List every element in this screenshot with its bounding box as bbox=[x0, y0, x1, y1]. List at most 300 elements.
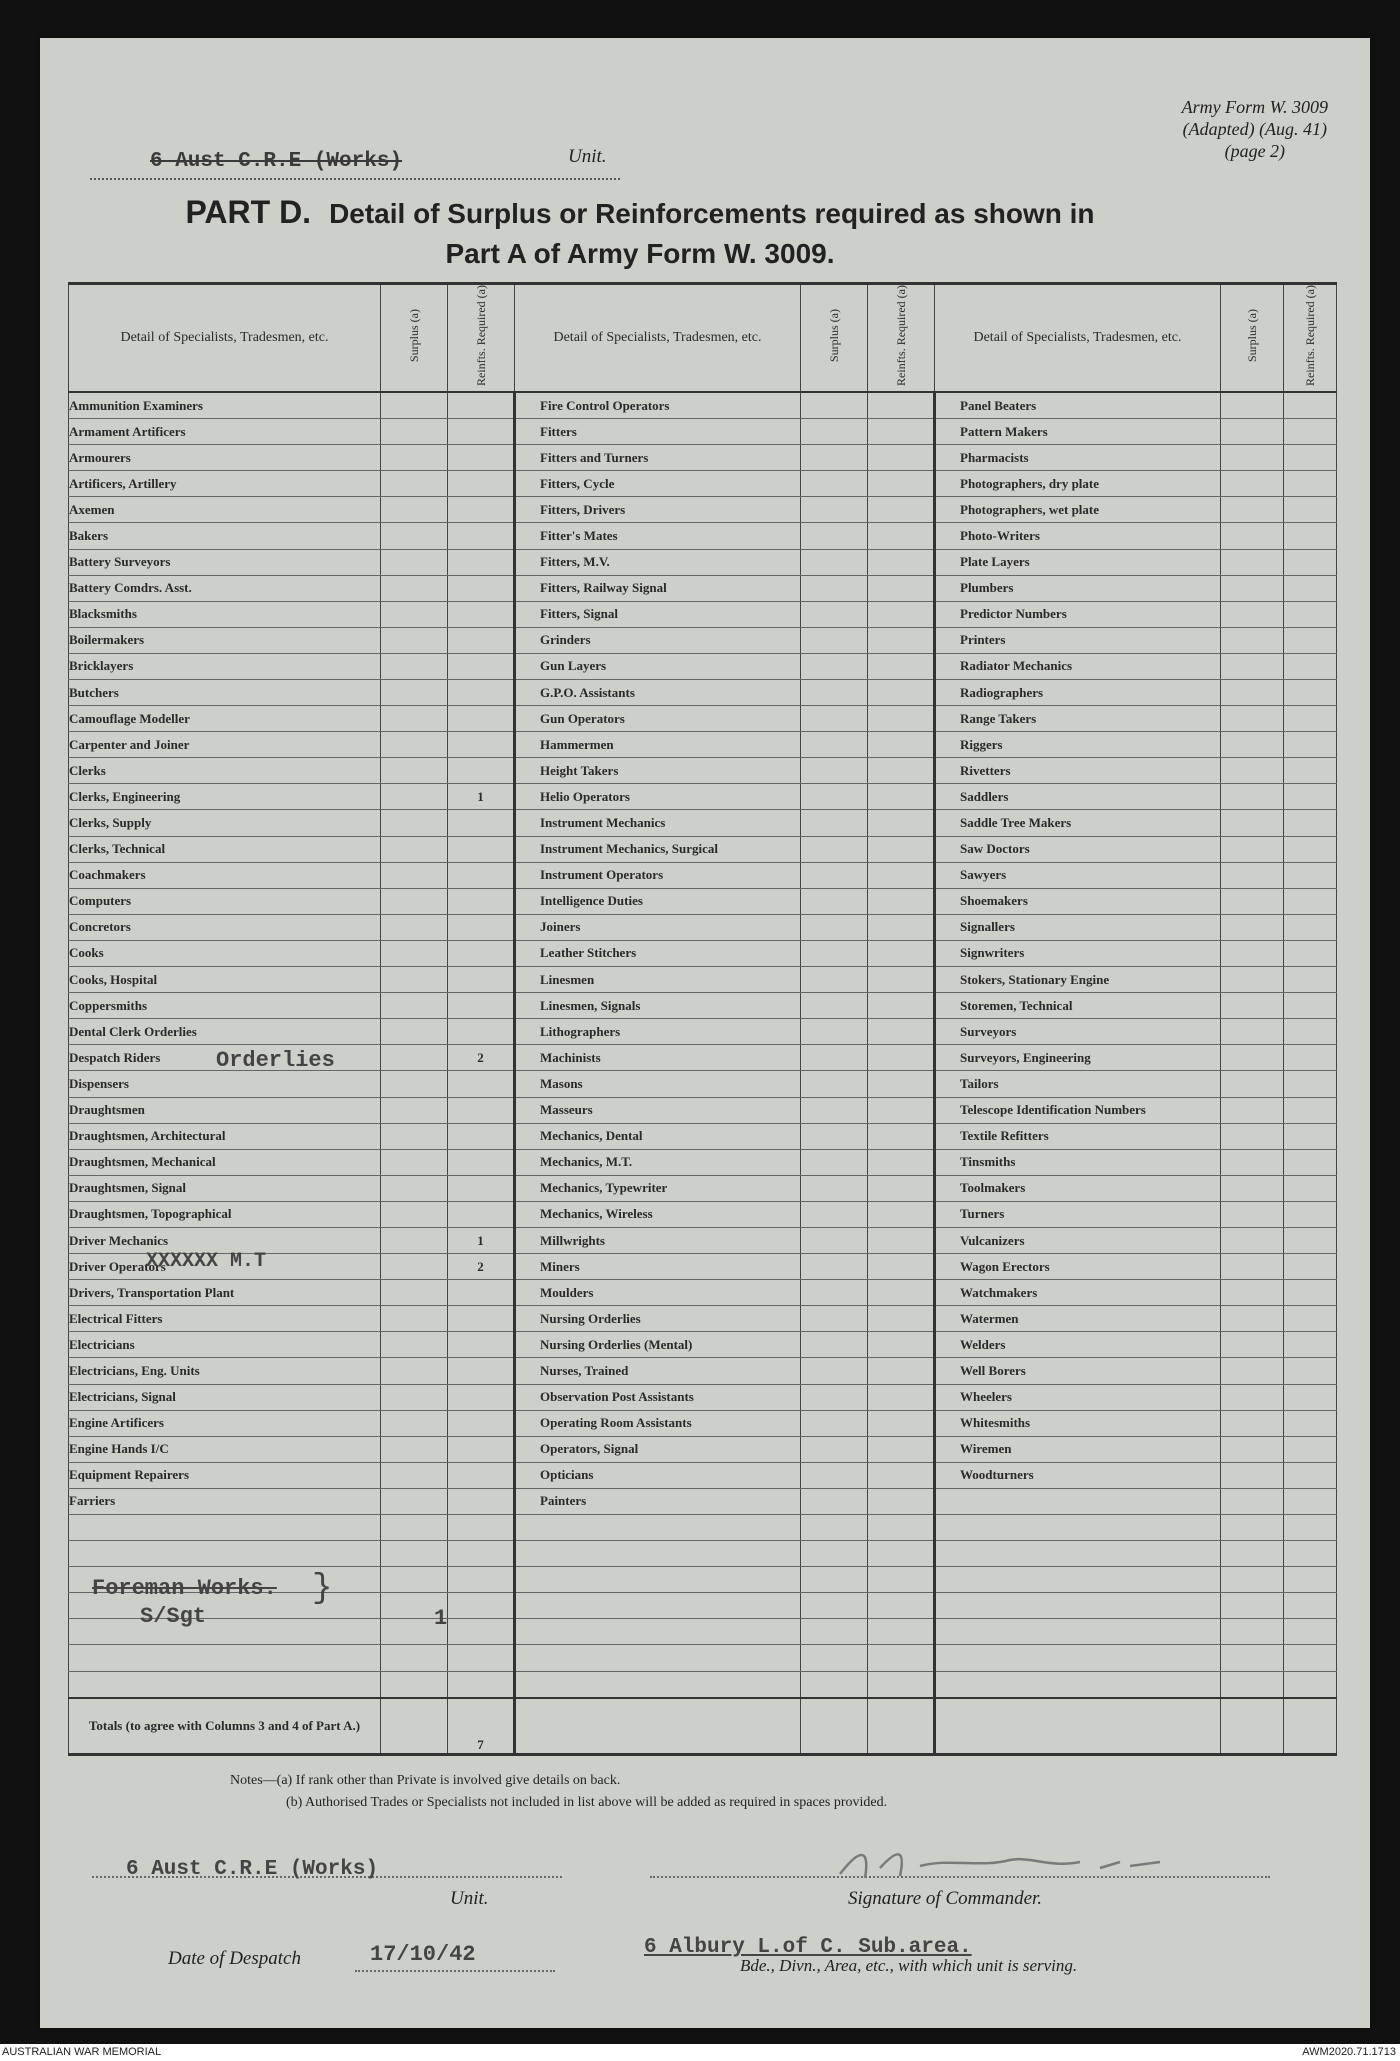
surplus-cell bbox=[801, 1358, 868, 1384]
surplus-cell bbox=[1221, 419, 1284, 445]
surplus-cell bbox=[801, 1280, 868, 1306]
table-row bbox=[69, 523, 1337, 549]
reinfts-cell bbox=[868, 940, 935, 966]
specialist-name: Clerks bbox=[69, 758, 381, 784]
surplus-cell bbox=[381, 1488, 448, 1514]
reinfts-cell bbox=[448, 653, 515, 679]
specialist-name: Photographers, wet plate bbox=[935, 497, 1221, 523]
reinfts-cell bbox=[448, 1280, 515, 1306]
surplus-cell bbox=[801, 1201, 868, 1227]
table-row bbox=[69, 758, 1337, 784]
heading-line1: Detail of Surplus or Reinforcements required as shown in bbox=[329, 198, 1095, 229]
surplus-cell bbox=[381, 1462, 448, 1488]
surplus-cell bbox=[381, 1071, 448, 1097]
surplus-cell bbox=[801, 1254, 868, 1280]
surplus-cell bbox=[381, 653, 448, 679]
specialist-name: Saddlers bbox=[935, 784, 1221, 810]
specialist-name: Carpenter and Joiner bbox=[69, 732, 381, 758]
surplus-cell bbox=[381, 471, 448, 497]
surplus-cell bbox=[1221, 1175, 1284, 1201]
reinfts-cell bbox=[1284, 1306, 1337, 1332]
surplus-cell bbox=[801, 1123, 868, 1149]
specialist-name: Fitters and Turners bbox=[515, 445, 801, 471]
specialist-name: Fitters, Cycle bbox=[515, 471, 801, 497]
blank-cell bbox=[868, 1593, 935, 1619]
surplus-cell bbox=[381, 549, 448, 575]
specialist-name: Draughtsmen, Architectural bbox=[69, 1123, 381, 1149]
specialist-name: Woodturners bbox=[935, 1462, 1221, 1488]
table-row bbox=[69, 1149, 1337, 1175]
form-sheet bbox=[40, 38, 1370, 2028]
reinfts-cell: 1 bbox=[448, 1227, 515, 1253]
surplus-cell bbox=[1221, 1462, 1284, 1488]
extra-row-ssgt: S/Sgt bbox=[140, 1604, 207, 1629]
surplus-cell bbox=[1221, 940, 1284, 966]
specialist-name: Opticians bbox=[515, 1462, 801, 1488]
specialist-name: Driver Operators bbox=[69, 1254, 381, 1280]
reinfts-cell bbox=[868, 1306, 935, 1332]
blank-cell bbox=[801, 1619, 868, 1645]
blank-cell bbox=[1284, 1645, 1337, 1671]
reinfts-cell bbox=[868, 1436, 935, 1462]
reinfts-cell bbox=[448, 758, 515, 784]
specialist-name: Gun Layers bbox=[515, 653, 801, 679]
surplus-cell bbox=[801, 575, 868, 601]
reinfts-cell bbox=[1284, 575, 1337, 601]
blank-cell bbox=[515, 1567, 801, 1593]
specialist-name: Battery Comdrs. Asst. bbox=[69, 575, 381, 601]
specialist-name: Cooks, Hospital bbox=[69, 967, 381, 993]
specialist-name: Clerks, Technical bbox=[69, 836, 381, 862]
specialist-name: Engine Hands I/C bbox=[69, 1436, 381, 1462]
blank-cell bbox=[801, 1567, 868, 1593]
specialist-name: Mechanics, Dental bbox=[515, 1123, 801, 1149]
reinfts-cell bbox=[448, 549, 515, 575]
specialist-name: Concretors bbox=[69, 914, 381, 940]
table-row bbox=[69, 419, 1337, 445]
specialist-name: Fitters, Railway Signal bbox=[515, 575, 801, 601]
blank-cell bbox=[69, 1671, 381, 1698]
specialist-name: G.P.O. Assistants bbox=[515, 680, 801, 706]
surplus-cell bbox=[1221, 1280, 1284, 1306]
surplus-cell bbox=[1221, 706, 1284, 732]
table-row bbox=[69, 888, 1337, 914]
blank-cell bbox=[69, 1645, 381, 1671]
specialist-name: Axemen bbox=[69, 497, 381, 523]
table-row bbox=[69, 1436, 1337, 1462]
surplus-cell bbox=[381, 1410, 448, 1436]
reinfts-cell bbox=[868, 862, 935, 888]
reinfts-cell bbox=[448, 1410, 515, 1436]
blank-cell bbox=[801, 1541, 868, 1567]
reinfts-cell bbox=[868, 471, 935, 497]
specialist-name: Masons bbox=[515, 1071, 801, 1097]
reinfts-cell bbox=[868, 1045, 935, 1071]
specialist-name: Clerks, Supply bbox=[69, 810, 381, 836]
surplus-cell bbox=[801, 445, 868, 471]
header-reinfts-3: Reinfts. Required (a) bbox=[1284, 284, 1337, 392]
specialist-name: Cooks bbox=[69, 940, 381, 966]
specialist-name: Saw Doctors bbox=[935, 836, 1221, 862]
surplus-cell bbox=[1221, 549, 1284, 575]
specialist-name: Lithographers bbox=[515, 1019, 801, 1045]
specialist-name: Butchers bbox=[69, 680, 381, 706]
blank-cell bbox=[515, 1541, 801, 1567]
table-row bbox=[69, 1175, 1337, 1201]
reinfts-cell bbox=[868, 967, 935, 993]
specialist-name: Signallers bbox=[935, 914, 1221, 940]
totals-cell bbox=[935, 1698, 1221, 1755]
reinfts-cell bbox=[868, 993, 935, 1019]
reinfts-cell bbox=[448, 392, 515, 419]
specialist-name: Toolmakers bbox=[935, 1175, 1221, 1201]
reinfts-cell bbox=[448, 471, 515, 497]
blank-cell bbox=[868, 1671, 935, 1698]
table-row bbox=[69, 627, 1337, 653]
reinfts-cell bbox=[868, 1019, 935, 1045]
extra-row-reinfts: 1 bbox=[434, 1606, 448, 1631]
specialist-name: Drivers, Transportation Plant bbox=[69, 1280, 381, 1306]
reinfts-cell bbox=[448, 1488, 515, 1514]
surplus-cell bbox=[801, 627, 868, 653]
signature-label: Signature of Commander. bbox=[848, 1888, 1043, 1909]
surplus-cell bbox=[381, 445, 448, 471]
reinfts-cell bbox=[448, 575, 515, 601]
blank-cell bbox=[801, 1671, 868, 1698]
reinfts-cell bbox=[1284, 914, 1337, 940]
surplus-cell bbox=[381, 497, 448, 523]
unit-value-top: 6 Aust C.R.E (Works) bbox=[150, 150, 403, 173]
surplus-cell bbox=[1221, 862, 1284, 888]
blank-cell bbox=[868, 1567, 935, 1593]
reinfts-cell bbox=[1284, 706, 1337, 732]
blank-cell bbox=[448, 1515, 515, 1541]
surplus-cell bbox=[1221, 1019, 1284, 1045]
reinfts-cell bbox=[868, 1071, 935, 1097]
reinfts-cell bbox=[1284, 392, 1337, 419]
specialist-name: Painters bbox=[515, 1488, 801, 1514]
totals-cell bbox=[801, 1698, 868, 1755]
table-row bbox=[69, 1462, 1337, 1488]
reinfts-cell bbox=[1284, 1097, 1337, 1123]
blank-cell bbox=[448, 1541, 515, 1567]
surplus-cell bbox=[801, 1097, 868, 1123]
specialist-name: Equipment Repairers bbox=[69, 1462, 381, 1488]
reinfts-cell bbox=[448, 419, 515, 445]
surplus-cell bbox=[801, 810, 868, 836]
surplus-cell bbox=[1221, 392, 1284, 419]
surplus-cell bbox=[801, 784, 868, 810]
header-detail-3: Detail of Specialists, Tradesmen, etc. bbox=[935, 284, 1221, 392]
reinfts-cell bbox=[868, 706, 935, 732]
reinfts-cell bbox=[868, 732, 935, 758]
specialist-name: Coachmakers bbox=[69, 862, 381, 888]
blank-cell bbox=[69, 1541, 381, 1567]
reinfts-cell bbox=[868, 1358, 935, 1384]
reinfts-cell bbox=[448, 523, 515, 549]
reinfts-cell bbox=[448, 1149, 515, 1175]
surplus-cell bbox=[801, 914, 868, 940]
specialist-name: Observation Post Assistants bbox=[515, 1384, 801, 1410]
specialist-name: Electricians, Eng. Units bbox=[69, 1358, 381, 1384]
table-row bbox=[69, 497, 1337, 523]
reinfts-cell bbox=[448, 1175, 515, 1201]
surplus-cell bbox=[801, 862, 868, 888]
table-row bbox=[69, 575, 1337, 601]
specialist-name: Panel Beaters bbox=[935, 392, 1221, 419]
reinfts-cell bbox=[1284, 1488, 1337, 1514]
specialist-name: Boilermakers bbox=[69, 627, 381, 653]
surplus-cell bbox=[801, 758, 868, 784]
specialist-name: Camouflage Modeller bbox=[69, 706, 381, 732]
specialist-name: Masseurs bbox=[515, 1097, 801, 1123]
reinfts-cell bbox=[448, 1332, 515, 1358]
surplus-cell bbox=[801, 392, 868, 419]
blank-cell bbox=[381, 1671, 448, 1698]
specialist-name: Armourers bbox=[69, 445, 381, 471]
table-row bbox=[69, 680, 1337, 706]
reinfts-cell bbox=[1284, 1201, 1337, 1227]
reinfts-cell bbox=[448, 940, 515, 966]
specialist-name: Storemen, Technical bbox=[935, 993, 1221, 1019]
table-header-row bbox=[69, 284, 1337, 392]
surplus-cell bbox=[381, 1019, 448, 1045]
reinfts-cell bbox=[868, 1280, 935, 1306]
reinfts-cell: 1 bbox=[448, 784, 515, 810]
surplus-cell bbox=[1221, 471, 1284, 497]
surplus-cell bbox=[801, 1488, 868, 1514]
reinfts-cell bbox=[868, 549, 935, 575]
reinfts-cell bbox=[448, 445, 515, 471]
reinfts-cell bbox=[1284, 497, 1337, 523]
reinfts-cell bbox=[448, 497, 515, 523]
blank-cell bbox=[868, 1541, 935, 1567]
reinfts-cell bbox=[868, 1254, 935, 1280]
surplus-cell bbox=[381, 1306, 448, 1332]
blank-row bbox=[69, 1671, 1337, 1698]
specialist-name: Radiator Mechanics bbox=[935, 653, 1221, 679]
table-row bbox=[69, 1306, 1337, 1332]
reinfts-cell bbox=[1284, 1071, 1337, 1097]
blank-cell bbox=[448, 1619, 515, 1645]
reinfts-cell: 2 bbox=[448, 1254, 515, 1280]
surplus-cell bbox=[1221, 1149, 1284, 1175]
reinfts-cell bbox=[868, 1097, 935, 1123]
specialist-name: Radiographers bbox=[935, 680, 1221, 706]
surplus-cell bbox=[381, 888, 448, 914]
header-detail-1: Detail of Specialists, Tradesmen, etc. bbox=[69, 284, 381, 392]
surplus-cell bbox=[1221, 445, 1284, 471]
reinfts-cell bbox=[1284, 810, 1337, 836]
surplus-cell bbox=[801, 967, 868, 993]
blank-cell bbox=[69, 1619, 381, 1645]
totals-cell bbox=[1221, 1698, 1284, 1755]
table-row bbox=[69, 967, 1337, 993]
surplus-cell bbox=[381, 1280, 448, 1306]
reinfts-cell bbox=[448, 810, 515, 836]
surplus-cell bbox=[1221, 1332, 1284, 1358]
reinfts-cell bbox=[868, 575, 935, 601]
reinfts-cell bbox=[448, 993, 515, 1019]
date-line bbox=[355, 1970, 555, 1972]
specialist-name: Miners bbox=[515, 1254, 801, 1280]
table-row bbox=[69, 732, 1337, 758]
specialist-name: Dispensers bbox=[69, 1071, 381, 1097]
table-row bbox=[69, 471, 1337, 497]
specialist-name: Bakers bbox=[69, 523, 381, 549]
reinfts-cell bbox=[1284, 471, 1337, 497]
surplus-cell bbox=[801, 680, 868, 706]
reinfts-cell bbox=[448, 627, 515, 653]
blank-cell bbox=[448, 1593, 515, 1619]
surplus-cell bbox=[801, 732, 868, 758]
specialist-name: Instrument Operators bbox=[515, 862, 801, 888]
surplus-cell bbox=[381, 758, 448, 784]
specialist-name: Linesmen, Signals bbox=[515, 993, 801, 1019]
reinfts-cell bbox=[1284, 1436, 1337, 1462]
specialist-name: Computers bbox=[69, 888, 381, 914]
blank-cell bbox=[801, 1515, 868, 1541]
surplus-cell bbox=[381, 810, 448, 836]
surplus-cell bbox=[381, 392, 448, 419]
surplus-cell bbox=[1221, 1488, 1284, 1514]
blank-cell bbox=[515, 1645, 801, 1671]
specialist-name: Farriers bbox=[69, 1488, 381, 1514]
specialist-name: Whitesmiths bbox=[935, 1410, 1221, 1436]
surplus-cell bbox=[1221, 1306, 1284, 1332]
date-value: 17/10/42 bbox=[370, 1942, 476, 1967]
specialist-name: Fitter's Mates bbox=[515, 523, 801, 549]
specialist-name: Draughtsmen, Signal bbox=[69, 1175, 381, 1201]
surplus-cell bbox=[1221, 967, 1284, 993]
surplus-cell bbox=[801, 888, 868, 914]
surplus-cell bbox=[381, 1332, 448, 1358]
reinfts-cell bbox=[448, 914, 515, 940]
specialist-name: Plate Layers bbox=[935, 549, 1221, 575]
specialist-name: Stokers, Stationary Engine bbox=[935, 967, 1221, 993]
surplus-cell bbox=[381, 1227, 448, 1253]
specialist-name: Operating Room Assistants bbox=[515, 1410, 801, 1436]
part-heading bbox=[40, 192, 1240, 274]
totals-cell bbox=[1284, 1698, 1337, 1755]
specialist-name: Intelligence Duties bbox=[515, 888, 801, 914]
header-surplus-2: Surplus (a) bbox=[801, 284, 868, 392]
surplus-cell bbox=[381, 1175, 448, 1201]
reinfts-cell bbox=[1284, 1149, 1337, 1175]
specialist-name: Electricians bbox=[69, 1332, 381, 1358]
blank-cell bbox=[1221, 1593, 1284, 1619]
surplus-cell bbox=[1221, 601, 1284, 627]
reinfts-cell bbox=[448, 1123, 515, 1149]
blank-cell bbox=[935, 1515, 1221, 1541]
reinfts-cell bbox=[1284, 862, 1337, 888]
reinfts-cell bbox=[868, 445, 935, 471]
surplus-cell bbox=[1221, 1254, 1284, 1280]
blank-cell bbox=[381, 1541, 448, 1567]
blank-cell bbox=[381, 1645, 448, 1671]
blank-cell bbox=[935, 1645, 1221, 1671]
surplus-cell bbox=[381, 993, 448, 1019]
reinfts-cell bbox=[448, 836, 515, 862]
blank-cell bbox=[1284, 1593, 1337, 1619]
specialist-name: Leather Stitchers bbox=[515, 940, 801, 966]
surplus-cell bbox=[801, 1071, 868, 1097]
surplus-cell bbox=[801, 549, 868, 575]
surplus-cell bbox=[381, 784, 448, 810]
reinfts-cell: 2 bbox=[448, 1045, 515, 1071]
blank-cell bbox=[868, 1515, 935, 1541]
reinfts-cell bbox=[868, 1384, 935, 1410]
date-label: Date of Despatch bbox=[168, 1948, 301, 1969]
specialist-name: Draughtsmen, Topographical bbox=[69, 1201, 381, 1227]
blank-cell bbox=[935, 1619, 1221, 1645]
reinfts-cell bbox=[868, 1410, 935, 1436]
blank-cell bbox=[935, 1593, 1221, 1619]
surplus-cell bbox=[801, 1227, 868, 1253]
blank-cell bbox=[381, 1567, 448, 1593]
reinfts-cell bbox=[448, 1358, 515, 1384]
reinfts-cell bbox=[868, 1123, 935, 1149]
surplus-cell bbox=[1221, 497, 1284, 523]
blank-cell bbox=[1221, 1619, 1284, 1645]
unit-line-top bbox=[90, 146, 620, 180]
specialist-name: Height Takers bbox=[515, 758, 801, 784]
reinfts-cell bbox=[448, 601, 515, 627]
specialist-name: Electricians, Signal bbox=[69, 1384, 381, 1410]
specialist-name: Machinists bbox=[515, 1045, 801, 1071]
blank-cell bbox=[381, 1515, 448, 1541]
surplus-cell bbox=[381, 680, 448, 706]
surplus-cell bbox=[381, 914, 448, 940]
header-reinfts-1: Reinfts. Required (a) bbox=[448, 284, 515, 392]
surplus-cell bbox=[1221, 1097, 1284, 1123]
note-a: Notes—(a) If rank other than Private is involved give details on back. bbox=[230, 1773, 621, 1788]
form-ref-line2: (Adapted) (Aug. 41) bbox=[1182, 119, 1328, 139]
specialist-name: Printers bbox=[935, 627, 1221, 653]
blank-cell bbox=[801, 1645, 868, 1671]
table-row bbox=[69, 1201, 1337, 1227]
reinfts-cell bbox=[1284, 888, 1337, 914]
reinfts-cell bbox=[868, 419, 935, 445]
reinfts-cell bbox=[868, 784, 935, 810]
specialist-name: Fitters bbox=[515, 419, 801, 445]
reinfts-cell bbox=[1284, 445, 1337, 471]
reinfts-cell bbox=[448, 1306, 515, 1332]
surplus-cell bbox=[381, 1201, 448, 1227]
specialist-name: Telescope Identification Numbers bbox=[935, 1097, 1221, 1123]
surplus-cell bbox=[801, 1019, 868, 1045]
surplus-cell bbox=[1221, 523, 1284, 549]
specialist-name: Mechanics, Wireless bbox=[515, 1201, 801, 1227]
table-row bbox=[69, 1280, 1337, 1306]
specialist-name: Clerks, Engineering bbox=[69, 784, 381, 810]
table-row bbox=[69, 653, 1337, 679]
specialist-name: Wheelers bbox=[935, 1384, 1221, 1410]
surplus-cell bbox=[801, 1384, 868, 1410]
reinfts-cell bbox=[448, 1384, 515, 1410]
specialist-name: Engine Artificers bbox=[69, 1410, 381, 1436]
reinfts-cell bbox=[1284, 680, 1337, 706]
surplus-cell bbox=[1221, 1045, 1284, 1071]
header-reinfts-2: Reinfts. Required (a) bbox=[868, 284, 935, 392]
specialist-name: Dental Clerk Orderlies bbox=[69, 1019, 381, 1045]
specialist-name: Shoemakers bbox=[935, 888, 1221, 914]
surplus-cell bbox=[1221, 1071, 1284, 1097]
specialist-name: Operators, Signal bbox=[515, 1436, 801, 1462]
reinfts-cell bbox=[448, 1019, 515, 1045]
specialist-name: Fitters, Signal bbox=[515, 601, 801, 627]
blank-cell bbox=[1221, 1515, 1284, 1541]
